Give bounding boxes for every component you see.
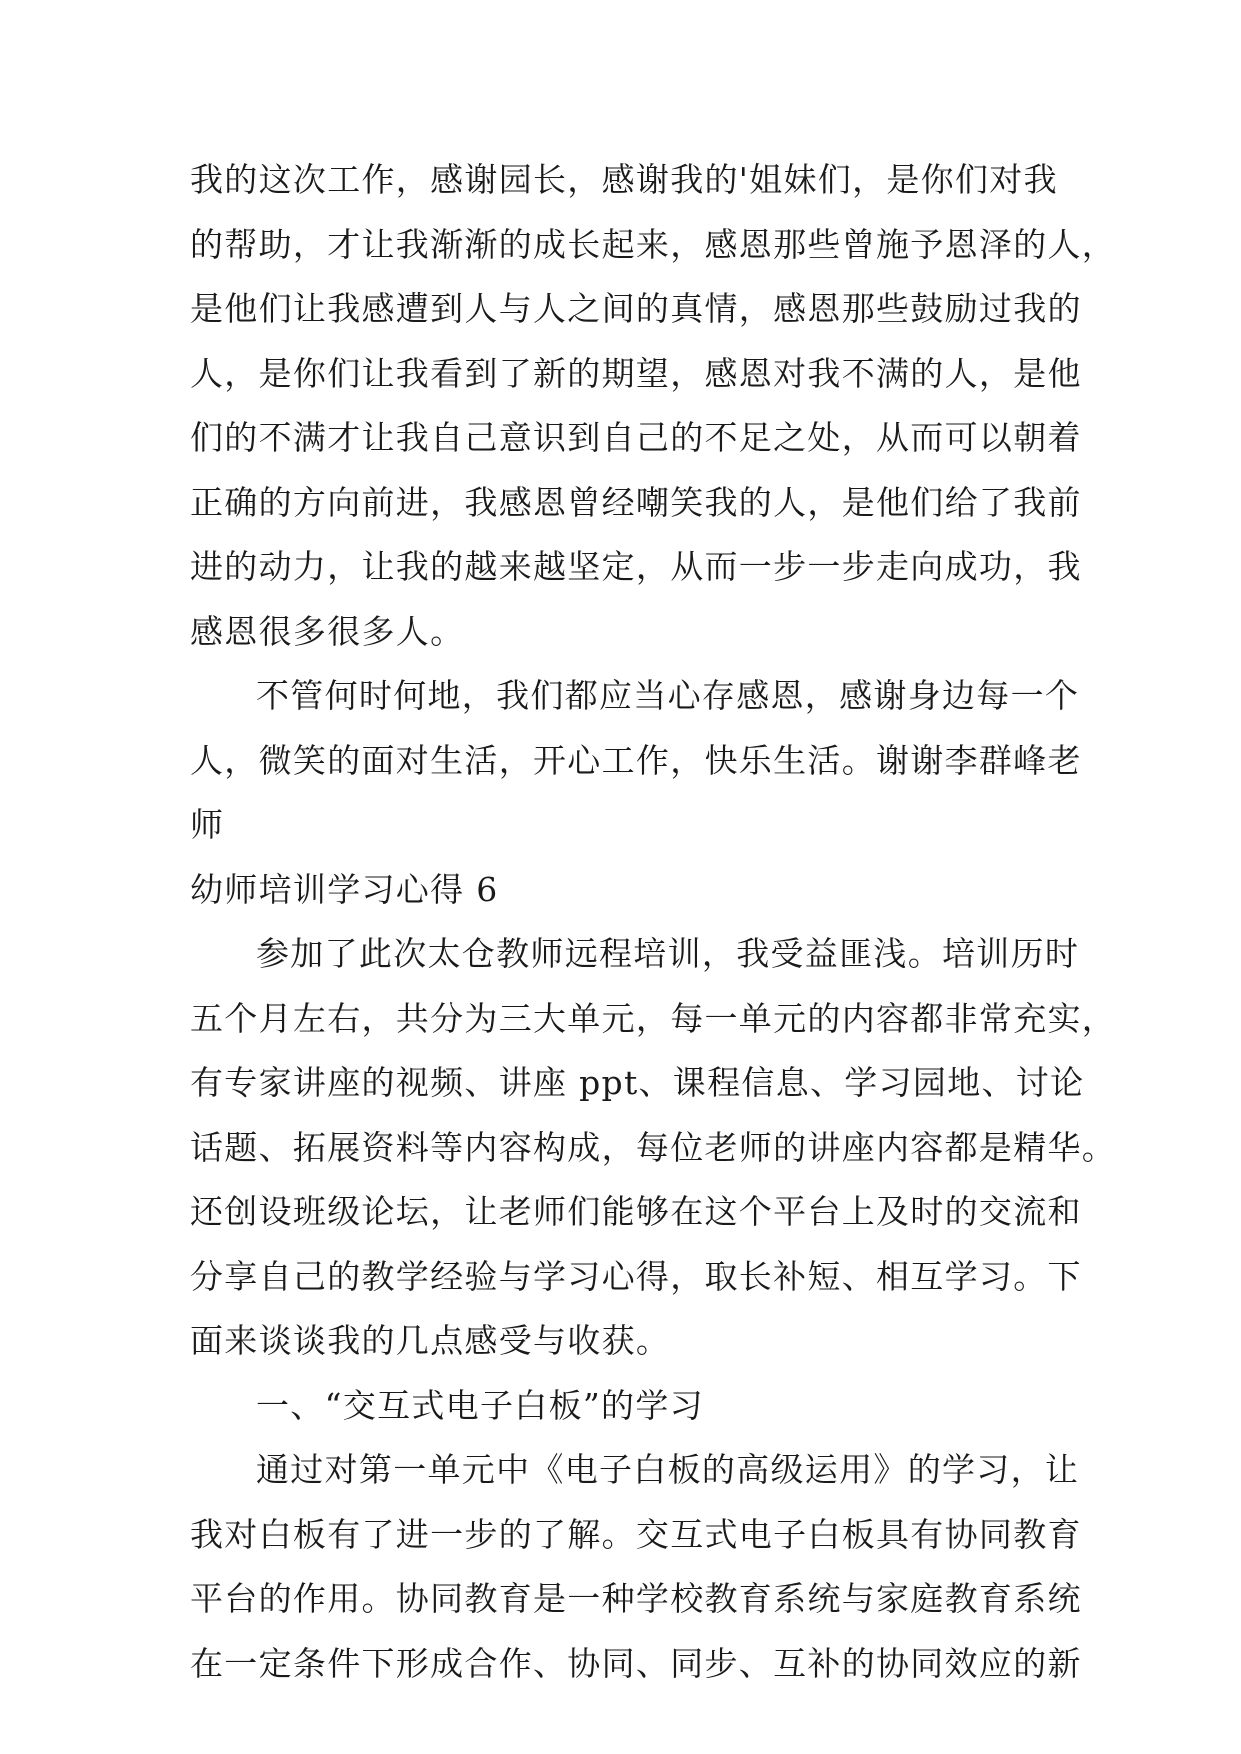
text-line: 是他们让我感遭到人与人之间的真情，感恩那些鼓励过我的 [190, 289, 1082, 328]
document-body [190, 148, 1117, 1696]
text-line: 平台的作用。协同教育是一种学校教育系统与家庭教育系统 [190, 1579, 1082, 1618]
text-line: 通过对第一单元中《电子白板的高级运用》的学习，让 [256, 1450, 1080, 1489]
text-line: 人，微笑的面对生活，开心工作，快乐生活。谢谢李群峰老 [190, 740, 1082, 780]
text-line: 面来谈谈我的几点感受与收获。 [190, 1321, 671, 1360]
text-line: 还创设班级论坛，让老师们能够在这个平台上及时的交流和 [190, 1192, 1082, 1231]
text-line: 进的动力，让我的越来越坚定，从而一步一步走向成功，我 [190, 547, 1082, 586]
text-line: 不管何时何地，我们都应当心存感恩，感谢身边每一个 [256, 676, 1080, 715]
text-line: 我的这次工作，感谢园长，感谢我的'姐妹们，是你们对我 [190, 160, 1058, 199]
text-line: 参加了此次太仓教师远程培训，我受益匪浅。培训历时 [256, 934, 1080, 973]
text-line: 我对白板有了进一步的了解。交互式电子白板具有协同教育 [190, 1514, 1082, 1554]
text-line: 分享自己的教学经验与学习心得，取长补短、相互学习。下 [190, 1256, 1082, 1296]
text-line: 有专家讲座的视频、讲座 ppt、课程信息、学习园地、讨论 [190, 1063, 1085, 1102]
text-line: 感恩很多很多人。 [190, 611, 465, 651]
text-line: 话题、拓展资料等内容构成，每位老师的讲座内容都是精华。 [190, 1127, 1117, 1167]
text-line: 一、“交互式电子白板”的学习 [256, 1385, 704, 1425]
text-line: 的帮助，才让我渐渐的成长起来，感恩那些曾施予恩泽的人， [190, 224, 1117, 264]
text-line: 们的不满才让我自己意识到自己的不足之处，从而可以朝着 [190, 418, 1082, 457]
text-line: 在一定条件下形成合作、协同、同步、互补的协同效应的新 [190, 1643, 1082, 1683]
text-line: 正确的方向前进，我感恩曾经嘲笑我的人，是他们给了我前 [190, 482, 1082, 522]
text-line: 五个月左右，共分为三大单元，每一单元的内容都非常充实， [190, 998, 1117, 1038]
text-line: 幼师培训学习心得 6 [190, 869, 499, 909]
text-line: 人，是你们让我看到了新的期望，感恩对我不满的人，是他 [190, 353, 1082, 393]
text-line: 师 [190, 805, 225, 844]
